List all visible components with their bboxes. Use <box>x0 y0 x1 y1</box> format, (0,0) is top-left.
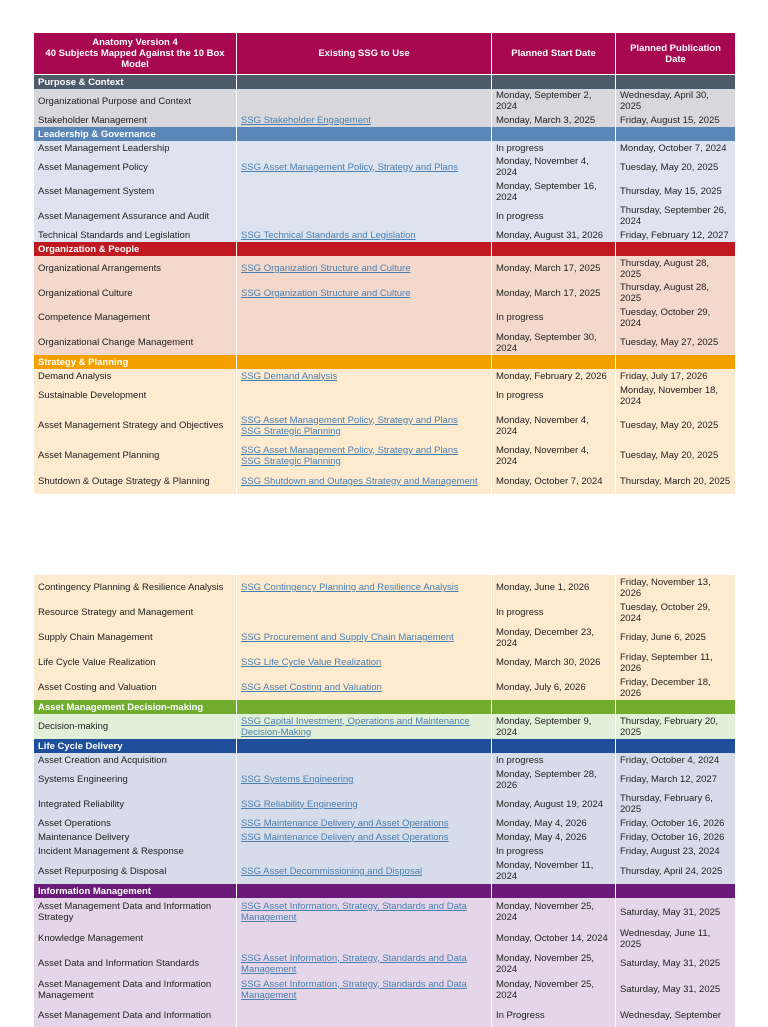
table-row <box>34 1003 735 1027</box>
ssg-link[interactable]: SSG Shutdown and Outages Strategy and Management <box>241 475 478 487</box>
start-date-cell: Monday, September 16, 2024 <box>492 179 616 204</box>
section-fill <box>237 242 492 256</box>
publication-date-cell: Friday, August 15, 2025 <box>616 113 735 127</box>
subject-cell: Systems Engineering <box>34 767 237 792</box>
subject-cell: Life Cycle Value Realization <box>34 650 237 675</box>
section-label: Strategy & Planning <box>34 355 237 369</box>
publication-date-cell: Thursday, February 20, 2025 <box>616 714 735 739</box>
ssg-cell <box>237 714 492 739</box>
section-fill <box>616 127 735 141</box>
subject-cell: Asset Management Assurance and Audit <box>34 204 237 228</box>
table-row <box>34 844 735 858</box>
table-row <box>34 113 735 127</box>
subject-cell: Stakeholder Management <box>34 113 237 127</box>
start-date-cell: Monday, June 1, 2026 <box>492 575 616 600</box>
table-row <box>34 858 735 884</box>
ssg-link[interactable]: SSG Asset Information, Strategy, Standards and Data Management <box>241 978 467 1001</box>
section-fill <box>492 127 616 141</box>
ssg-cell <box>237 600 492 625</box>
section-label: Life Cycle Delivery <box>34 739 237 753</box>
start-date-cell: Monday, November 25, 2024 <box>492 951 616 976</box>
table-row <box>34 830 735 844</box>
publication-date-cell: Tuesday, October 29, 2024 <box>616 600 735 625</box>
ssg-link[interactable]: SSG Demand Analysis <box>241 370 338 382</box>
start-date-cell: Monday, March 3, 2025 <box>492 113 616 127</box>
table-row <box>34 256 735 281</box>
subject-cell: Organizational Change Management <box>34 330 237 355</box>
subject-cell: Organizational Purpose and Context <box>34 89 237 113</box>
subject-cell: Asset Management Data and Information Strategy <box>34 898 237 926</box>
subject-cell: Organizational Culture <box>34 281 237 305</box>
start-date-cell: Monday, November 4, 2024 <box>492 155 616 179</box>
ssg-cell <box>237 792 492 816</box>
ssg-cell <box>237 141 492 155</box>
section-asset-management-decision-making <box>34 700 735 714</box>
ssg-cell <box>237 155 492 179</box>
start-date-cell: In progress <box>492 844 616 858</box>
start-date-cell: In progress <box>492 383 616 408</box>
ssg-cell <box>237 179 492 204</box>
subject-cell: Demand Analysis <box>34 369 237 383</box>
table-row <box>34 714 735 739</box>
ssg-link[interactable]: SSG Maintenance Delivery and Asset Operations <box>241 831 449 843</box>
start-date-cell: Monday, November 4, 2024 <box>492 443 616 468</box>
section-information-management <box>34 884 735 898</box>
ssg-link[interactable]: SSG Stakeholder Engagement <box>241 114 371 126</box>
ssg-cell <box>237 753 492 767</box>
ssg-link[interactable]: SSG Life Cycle Value Realization <box>241 657 382 668</box>
publication-date-cell: Thursday, April 24, 2025 <box>616 858 735 884</box>
section-label: Asset Management Decision-making <box>34 700 237 714</box>
ssg-cell <box>237 951 492 976</box>
section-fill <box>237 127 492 141</box>
table-row <box>34 408 735 443</box>
ssg-cell <box>237 256 492 281</box>
table-row <box>34 767 735 792</box>
section-strategy-and-planning <box>34 355 735 369</box>
table-row <box>34 926 735 951</box>
publication-date-cell: Tuesday, May 20, 2025 <box>616 408 735 443</box>
subject-cell: Sustainable Development <box>34 383 237 408</box>
ssg-cell <box>237 816 492 830</box>
subject-cell: Asset Management Data and Information Management <box>34 976 237 1003</box>
section-fill <box>492 242 616 256</box>
ssg-cell <box>237 575 492 600</box>
table-row <box>34 898 735 926</box>
start-date-cell: Monday, October 14, 2024 <box>492 926 616 951</box>
anatomy-table-top <box>34 33 735 494</box>
table-row <box>34 281 735 305</box>
start-date-cell: Monday, March 17, 2025 <box>492 281 616 305</box>
header-publication-date: Planned Publication Date <box>616 33 735 75</box>
header-subject: Anatomy Version 4 40 Subjects Mapped Against the 10 Box Model <box>34 33 237 75</box>
table-row <box>34 305 735 330</box>
start-date-cell: Monday, March 30, 2026 <box>492 650 616 675</box>
ssg-cell <box>237 976 492 1003</box>
start-date-cell: Monday, September 30, 2024 <box>492 330 616 355</box>
table-row <box>34 89 735 113</box>
start-date-cell: In progress <box>492 305 616 330</box>
subject-cell: Asset Management Policy <box>34 155 237 179</box>
publication-date-cell: Thursday, March 20, 2025 <box>616 468 735 494</box>
subject-cell: Knowledge Management <box>34 926 237 951</box>
section-fill <box>616 884 735 898</box>
publication-date-cell: Friday, September 11, 2026 <box>616 650 735 675</box>
ssg-cell <box>237 330 492 355</box>
publication-date-cell: Tuesday, October 29, 2024 <box>616 305 735 330</box>
section-fill <box>616 739 735 753</box>
anatomy-table-bottom <box>34 575 735 1027</box>
publication-date-cell: Saturday, May 31, 2025 <box>616 976 735 1003</box>
publication-date-cell: Friday, October 16, 2026 <box>616 816 735 830</box>
start-date-cell: Monday, May 4, 2026 <box>492 830 616 844</box>
table-row <box>34 155 735 179</box>
publication-date-cell: Thursday, February 6, 2025 <box>616 792 735 816</box>
publication-date-cell: Tuesday, May 27, 2025 <box>616 330 735 355</box>
section-fill <box>492 739 616 753</box>
table-row <box>34 675 735 700</box>
section-purpose-and-context <box>34 75 735 89</box>
table-row <box>34 600 735 625</box>
subject-cell: Organizational Arrangements <box>34 256 237 281</box>
section-leadership-and-governance <box>34 127 735 141</box>
subject-cell: Competence Management <box>34 305 237 330</box>
start-date-cell: Monday, November 11, 2024 <box>492 858 616 884</box>
table-row <box>34 753 735 767</box>
publication-date-cell: Thursday, August 28, 2025 <box>616 256 735 281</box>
publication-date-cell: Friday, August 23, 2024 <box>616 844 735 858</box>
table-row <box>34 792 735 816</box>
ssg-cell <box>237 369 492 383</box>
ssg-cell <box>237 650 492 675</box>
section-label: Purpose & Context <box>34 75 237 89</box>
start-date-cell: Monday, July 6, 2026 <box>492 675 616 700</box>
start-date-cell: In progress <box>492 753 616 767</box>
ssg-link[interactable]: SSG Asset Information, Strategy, Standards and Data Management <box>241 952 467 975</box>
table-row <box>34 228 735 242</box>
section-fill <box>237 75 492 89</box>
start-date-cell: Monday, November 25, 2024 <box>492 898 616 926</box>
publication-date-cell: Friday, July 17, 2026 <box>616 369 735 383</box>
ssg-cell <box>237 228 492 242</box>
table-row <box>34 141 735 155</box>
start-date-cell: Monday, November 4, 2024 <box>492 408 616 443</box>
ssg-link[interactable]: SSG Technical Standards and Legislation <box>241 229 416 241</box>
table-header-row <box>34 33 735 75</box>
section-fill <box>616 242 735 256</box>
section-label: Information Management <box>34 884 237 898</box>
table-row <box>34 976 735 1003</box>
publication-date-cell: Saturday, May 31, 2025 <box>616 898 735 926</box>
subject-cell: Decision-making <box>34 714 237 739</box>
ssg-link[interactable]: SSG Reliability Engineering <box>241 798 358 810</box>
ssg-link[interactable]: SSG Maintenance Delivery and Asset Operations <box>241 817 449 829</box>
start-date-cell: Monday, December 23, 2024 <box>492 625 616 650</box>
section-fill <box>616 75 735 89</box>
start-date-cell: Monday, March 17, 2025 <box>492 256 616 281</box>
start-date-cell: Monday, May 4, 2026 <box>492 816 616 830</box>
ssg-cell <box>237 408 492 443</box>
table-row <box>34 816 735 830</box>
ssg-cell <box>237 625 492 650</box>
subject-cell: Technical Standards and Legislation <box>34 228 237 242</box>
header-existing-ssg: Existing SSG to Use <box>237 33 492 75</box>
ssg-cell <box>237 443 492 468</box>
publication-date-cell: Friday, October 4, 2024 <box>616 753 735 767</box>
publication-date-cell: Friday, February 12, 2027 <box>616 228 735 242</box>
publication-date-cell: Friday, March 12, 2027 <box>616 767 735 792</box>
section-fill <box>237 884 492 898</box>
publication-date-cell: Monday, October 7, 2024 <box>616 141 735 155</box>
publication-date-cell: Wednesday, June 11, 2025 <box>616 926 735 951</box>
section-fill <box>492 355 616 369</box>
subject-cell: Asset Management Data and Information <box>34 1003 237 1027</box>
table-row <box>34 204 735 228</box>
ssg-cell <box>237 898 492 926</box>
publication-date-cell: Thursday, May 15, 2025 <box>616 179 735 204</box>
subject-cell: Asset Costing and Valuation <box>34 675 237 700</box>
publication-date-cell: Monday, November 18, 2024 <box>616 383 735 408</box>
table-row <box>34 468 735 494</box>
table-row <box>34 443 735 468</box>
subject-cell: Maintenance Delivery <box>34 830 237 844</box>
publication-date-cell: Wednesday, September <box>616 1003 735 1027</box>
section-fill <box>237 700 492 714</box>
publication-date-cell: Tuesday, May 20, 2025 <box>616 443 735 468</box>
ssg-link[interactable]: SSG Organization Structure and Culture <box>241 287 411 299</box>
ssg-cell <box>237 113 492 127</box>
subject-cell: Asset Management Strategy and Objectives <box>34 408 237 443</box>
ssg-cell <box>237 1003 492 1027</box>
start-date-cell: Monday, September 28, 2026 <box>492 767 616 792</box>
subject-cell: Asset Data and Information Standards <box>34 951 237 976</box>
subject-cell: Shutdown & Outage Strategy & Planning <box>34 468 237 494</box>
section-fill <box>492 75 616 89</box>
table-row <box>34 369 735 383</box>
start-date-cell: In Progress <box>492 1003 616 1027</box>
publication-date-cell: Thursday, September 26, 2024 <box>616 204 735 228</box>
start-date-cell: Monday, August 19, 2024 <box>492 792 616 816</box>
table-row <box>34 625 735 650</box>
publication-date-cell: Thursday, August 28, 2025 <box>616 281 735 305</box>
ssg-link[interactable]: SSG Systems Engineering <box>241 774 354 785</box>
section-fill <box>237 355 492 369</box>
start-date-cell: In progress <box>492 204 616 228</box>
table-row <box>34 575 735 600</box>
start-date-cell: Monday, February 2, 2026 <box>492 369 616 383</box>
ssg-cell <box>237 204 492 228</box>
section-fill <box>492 700 616 714</box>
ssg-cell <box>237 858 492 884</box>
ssg-link[interactable]: SSG Asset Management Policy, Strategy and Plans <box>241 161 458 173</box>
table-row <box>34 179 735 204</box>
subject-cell: Asset Creation and Acquisition <box>34 753 237 767</box>
ssg-link[interactable]: SSG Asset Management Policy, Strategy and Plans SSG Strategic Planning <box>241 414 458 437</box>
subject-cell: Asset Operations <box>34 816 237 830</box>
subject-cell: Incident Management & Response <box>34 844 237 858</box>
start-date-cell: In progress <box>492 600 616 625</box>
start-date-cell: Monday, September 9, 2024 <box>492 714 616 739</box>
ssg-cell <box>237 468 492 494</box>
header-start-date: Planned Start Date <box>492 33 616 75</box>
ssg-link[interactable]: SSG Asset Management Policy, Strategy and Plans SSG Strategic Planning <box>241 444 458 467</box>
ssg-cell <box>237 675 492 700</box>
start-date-cell: Monday, September 2, 2024 <box>492 89 616 113</box>
publication-date-cell: Friday, November 13, 2026 <box>616 575 735 600</box>
ssg-cell <box>237 767 492 792</box>
ssg-link[interactable]: SSG Asset Decommissioning and Disposal <box>241 865 423 877</box>
ssg-cell <box>237 830 492 844</box>
ssg-cell <box>237 305 492 330</box>
ssg-link[interactable]: SSG Organization Structure and Culture <box>241 263 411 274</box>
start-date-cell: In progress <box>492 141 616 155</box>
subject-cell: Asset Management Leadership <box>34 141 237 155</box>
start-date-cell: Monday, August 31, 2026 <box>492 228 616 242</box>
subject-cell: Asset Management Planning <box>34 443 237 468</box>
ssg-link[interactable]: SSG Capital Investment, Operations and Maintenance Decision-Making <box>241 715 470 738</box>
ssg-link[interactable]: SSG Procurement and Supply Chain Management <box>241 632 454 643</box>
section-life-cycle-delivery <box>34 739 735 753</box>
publication-date-cell: Saturday, May 31, 2025 <box>616 951 735 976</box>
section-fill <box>492 884 616 898</box>
ssg-cell <box>237 89 492 113</box>
ssg-link[interactable]: SSG Contingency Planning and Resilience Analysis <box>241 582 459 593</box>
subject-cell: Resource Strategy and Management <box>34 600 237 625</box>
table-row <box>34 330 735 355</box>
ssg-cell <box>237 383 492 408</box>
start-date-cell: Monday, November 25, 2024 <box>492 976 616 1003</box>
section-label: Organization & People <box>34 242 237 256</box>
section-fill <box>616 700 735 714</box>
ssg-cell <box>237 844 492 858</box>
publication-date-cell: Wednesday, April 30, 2025 <box>616 89 735 113</box>
publication-date-cell: Friday, October 16, 2026 <box>616 830 735 844</box>
subject-cell: Asset Repurposing & Disposal <box>34 858 237 884</box>
start-date-cell: Monday, October 7, 2024 <box>492 468 616 494</box>
section-organization-and-people <box>34 242 735 256</box>
ssg-link[interactable]: SSG Asset Information, Strategy, Standards and Data Management <box>241 901 467 923</box>
publication-date-cell: Friday, June 6, 2025 <box>616 625 735 650</box>
section-label: Leadership & Governance <box>34 127 237 141</box>
table-row <box>34 951 735 976</box>
ssg-cell <box>237 281 492 305</box>
subject-cell: Asset Management System <box>34 179 237 204</box>
subject-cell: Contingency Planning & Resilience Analysis <box>34 575 237 600</box>
section-fill <box>237 739 492 753</box>
subject-cell: Supply Chain Management <box>34 625 237 650</box>
section-fill <box>616 355 735 369</box>
publication-date-cell: Friday, December 18, 2026 <box>616 675 735 700</box>
ssg-cell <box>237 926 492 951</box>
subject-cell: Integrated Reliability <box>34 792 237 816</box>
publication-date-cell: Tuesday, May 20, 2025 <box>616 155 735 179</box>
ssg-link[interactable]: SSG Asset Costing and Valuation <box>241 682 382 693</box>
table-row <box>34 383 735 408</box>
table-row <box>34 650 735 675</box>
